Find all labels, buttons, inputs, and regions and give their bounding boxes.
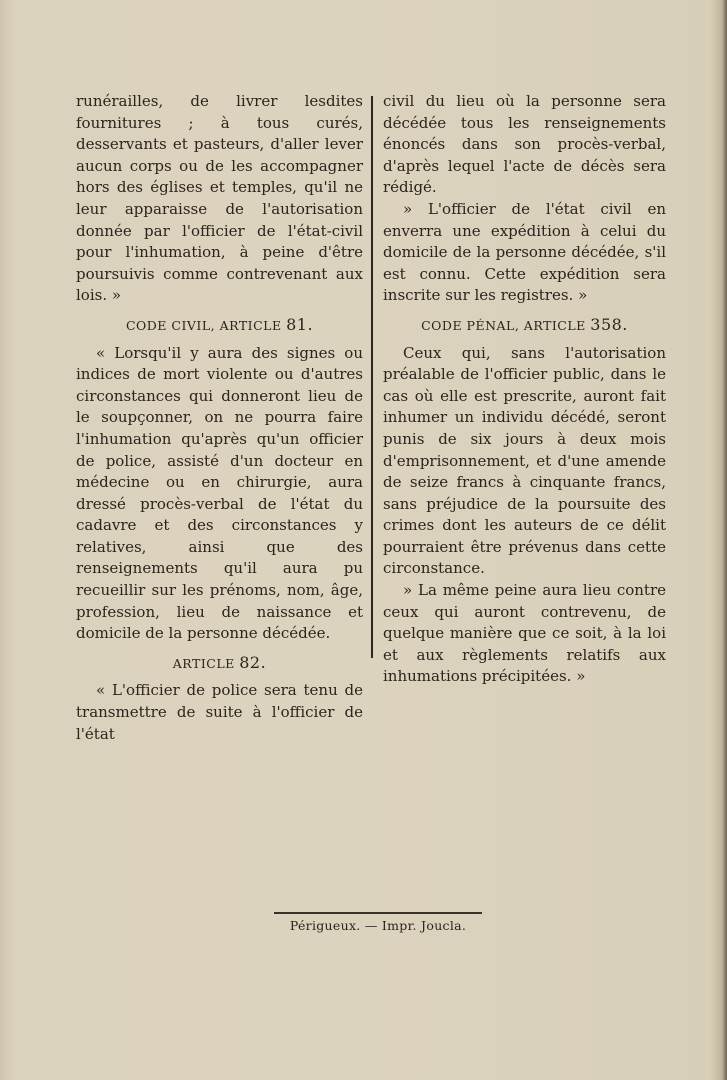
heading-article-82: [76, 652, 363, 675]
printer-imprint: Périgueux. — Impr. Joucla.: [289, 918, 467, 933]
right-paragraph-3: Ceux qui, sans l'autorisation préalable de l'officier public, dans le cas où elle est prescrite, auront fait inhumer un individu décédé, seront punis de six jours à deux mois d'emprisonnement, et d'une amende de seize francs à cinquante francs, sans préjudice de la poursuite des crimes dont les auteurs de ce délit pourraient être prévenus dans cette circonstance.: [383, 343, 666, 578]
heading-code-civil-81: [76, 314, 363, 337]
right-paragraph-4: » La même peine aura lieu contre ceux qui auront contrevenu, de quelque manière que ce soit, à la loi et aux règlements relatifs aux inhumations précipitées. »: [383, 581, 666, 686]
footer-rule: [274, 912, 482, 914]
left-paragraph-3: « L'officier de police sera tenu de transmettre de suite à l'officier de l'état: [76, 681, 363, 743]
right-paragraph-2: » L'officier de l'état civil en enverra une expédition à celui du domicile de la personne décédée, s'il est connu. Cette expédition sera inscrite sur les registres. »: [383, 199, 666, 305]
heading-number: 81.: [286, 314, 314, 334]
left-paragraph-2: « Lorsqu'il y aura des signes ou indices de mort violente ou d'autres circonstances qui donneront lieu de le soupçonner, on ne pourra faire l'inhumation qu'après qu'un officier de police, assisté d'un docteur en médecine ou en chirurgie, aura dressé procès-verbal de l'état du cadavre et des circonstances y relatives, ainsi que des renseignements qu'il aura pu recueillir sur les prénoms, nom, âge, profession, lieu de naissance et domicile de la personne décédée.: [76, 343, 363, 643]
column-divider: [371, 96, 373, 658]
heading-label: CODE CIVIL, ARTICLE: [125, 317, 282, 333]
heading-label: CODE PÉNAL, ARTICLE: [421, 317, 586, 333]
left-column: [76, 91, 363, 745]
heading-code-penal-358: [383, 314, 666, 337]
heading-number: 82.: [239, 652, 267, 672]
left-paragraph-1: runérailles, de livrer lesdites fournitures ; à tous curés, desservants et pasteurs, d'aller lever aucun corps ou de les accompagner hors des églises et temples, qu'il ne leur apparaisse de l'autorisation donnée par l'officier de l'état-civil pour l'inhumation, à peine d'être poursuivis comme contrevenant aux lois. »: [76, 92, 363, 305]
right-column: [383, 91, 666, 688]
right-paragraph-1: civil du lieu où la personne sera décédée tous les renseignements énoncés dans son procès-verbal, d'après lequel l'acte de décès sera rédigé.: [383, 92, 666, 197]
heading-number: 358.: [590, 314, 628, 334]
heading-label: ARTICLE: [172, 655, 235, 671]
